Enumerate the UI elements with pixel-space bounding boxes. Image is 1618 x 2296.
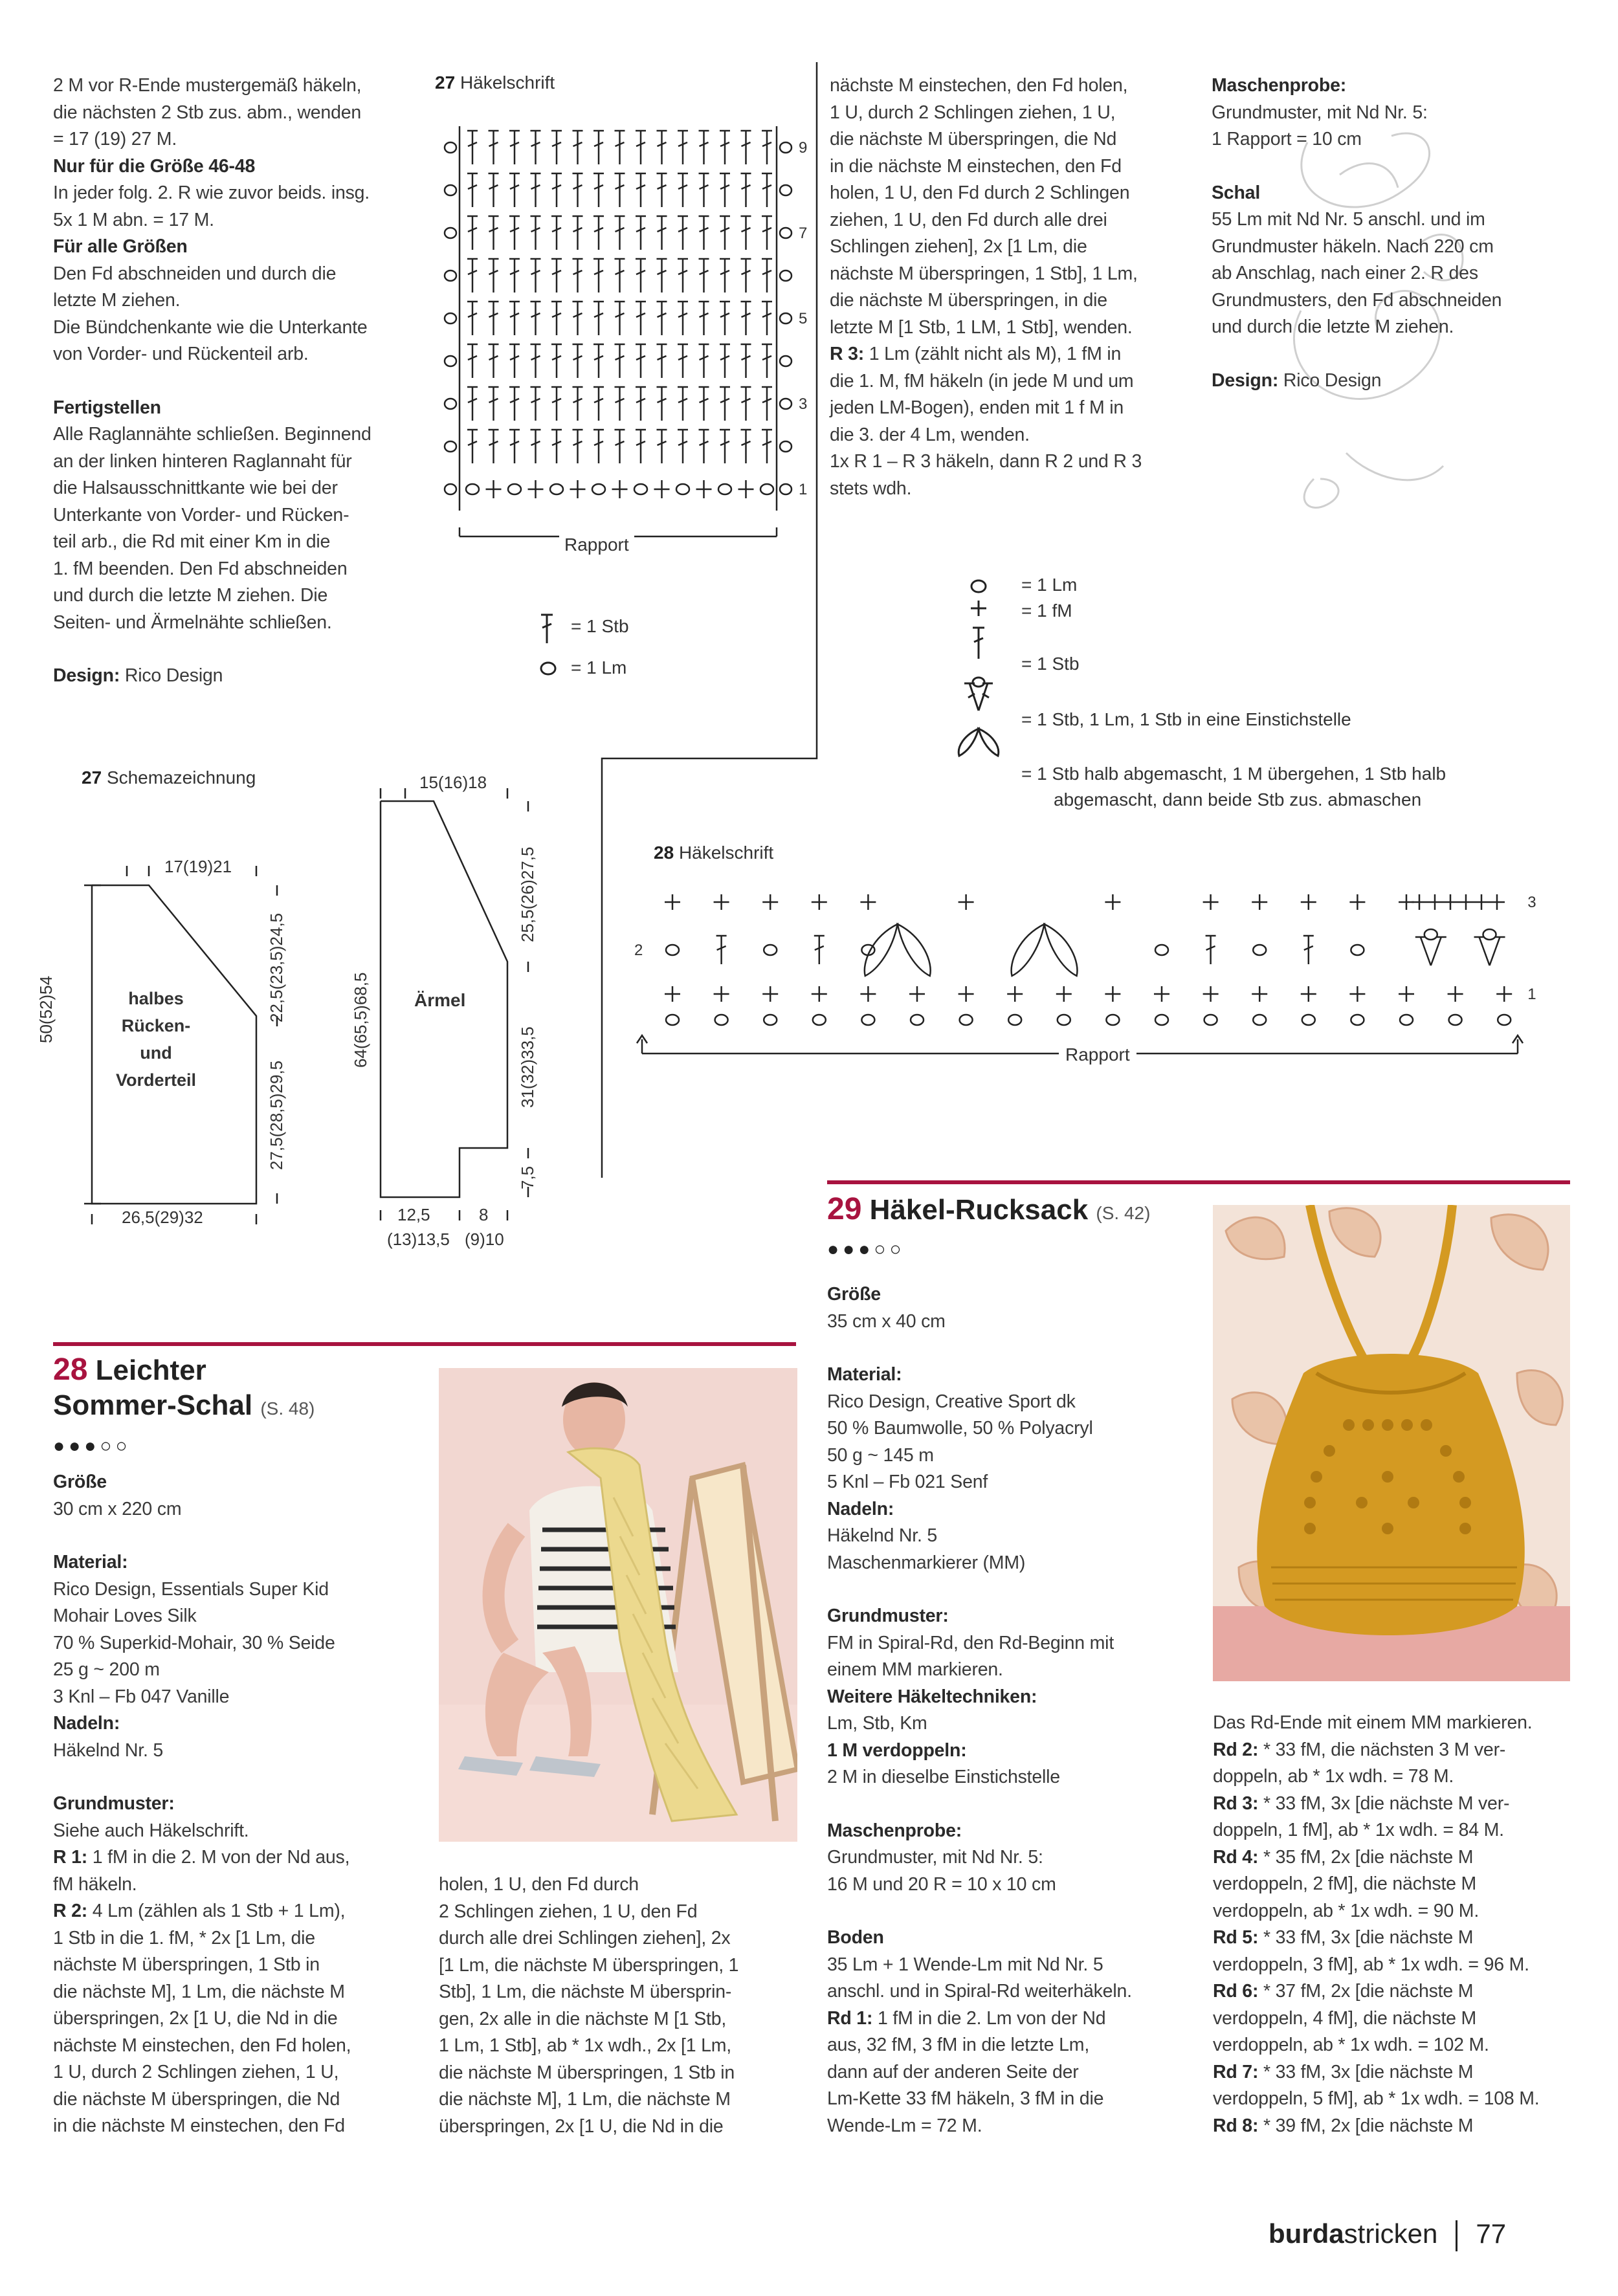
lm-symbol <box>1351 945 1364 955</box>
round-label: Rd 8: <box>1213 2115 1259 2136</box>
row-label: 9 <box>799 139 808 157</box>
section28-title <box>53 1352 441 1426</box>
text-line: von Vorder- und Rückenteil arb. <box>53 344 309 364</box>
text-line: die nächsten 2 Stb zus. abm., wenden <box>53 102 362 123</box>
chart28-title <box>654 843 773 863</box>
r3-paragraph <box>830 341 1205 368</box>
section28-title-2: Sommer-Schal <box>53 1389 253 1421</box>
schema27-number: 27 <box>82 767 102 788</box>
lm-symbol <box>1155 945 1168 955</box>
lm-symbol <box>764 945 777 955</box>
cluster-symbol <box>1045 924 1078 976</box>
lm-symbol <box>1498 1015 1511 1025</box>
text-line: und durch die letzte M ziehen. <box>1212 316 1454 337</box>
text-line: Lm-Kette 33 fM häkeln, 3 fM in die <box>827 2088 1104 2109</box>
dim-sleeve-upper: 25,5(26)27,5 <box>518 846 537 942</box>
r1-paragraph <box>53 1844 441 1871</box>
round-label: Rd 2: <box>1213 1739 1259 1760</box>
text-line: überspringen, 2x [1 U, die Nd in die <box>439 2115 724 2137</box>
text-line: verdoppeln, ab * 1x wdh. = 102 M. <box>1213 2035 1489 2055</box>
scarf-heading: Schal <box>1212 182 1261 203</box>
lm-symbol <box>911 1015 924 1025</box>
text-line: 1 fM in die 2. Lm von der Nd <box>872 2007 1106 2029</box>
double-heading: 1 M verdoppeln: <box>827 1739 967 1761</box>
rd4-paragraph <box>1213 1844 1575 1871</box>
text-line: Schlingen ziehen], 2x [1 Lm, die <box>830 236 1087 257</box>
text-line: Rico Design, Creative Sport dk <box>827 1391 1076 1412</box>
design-value: Rico Design <box>124 665 223 686</box>
text-line: Unterkante von Vorder- und Rücken- <box>53 504 349 525</box>
text-line: die nächste M überspringen, die Nd <box>830 129 1117 149</box>
chart27-rapport: Rapport <box>559 535 634 555</box>
round-label: Rd 3: <box>1213 1793 1259 1814</box>
text-line: 1 Rapport = 10 cm <box>1212 129 1362 149</box>
chart28-rapport: Rapport <box>1059 1044 1136 1065</box>
page-ref: (S. 42) <box>1096 1203 1151 1223</box>
text-line: 70 % Superkid-Mohair, 30 % Seide <box>53 1632 335 1653</box>
text-line: die nächste M überspringen, 1 Stb in <box>439 2062 735 2083</box>
row-label: 3 <box>1527 894 1536 911</box>
cluster-symbol-icon <box>959 729 999 756</box>
text-line: Seiten- und Ärmelnähte schließen. <box>53 612 332 633</box>
lm-symbol-icon <box>971 580 986 592</box>
text-line: Vorderteil <box>115 1070 197 1090</box>
rd3-paragraph <box>1213 1791 1575 1818</box>
scarf-model-photo <box>439 1368 797 1842</box>
bottom-heading: Boden <box>827 1927 884 1948</box>
text-line: in die nächste M einstechen, den Fd <box>53 2115 345 2136</box>
text-line: * 33 fM, 3x [die nächste M <box>1258 1927 1474 1948</box>
section29-title-text: Häkel-Rucksack <box>869 1194 1089 1226</box>
text-line: verdoppeln, 3 fM], ab * 1x wdh. = 96 M. <box>1213 1954 1529 1975</box>
lm-symbol <box>1204 1015 1217 1025</box>
legend28-cluster-1: = 1 Stb halb abgemascht, 1 M übergehen, 1 Stb halb <box>1021 764 1446 784</box>
text-line: 35 Lm + 1 Wende-Lm mit Nd Nr. 5 <box>827 1954 1103 1975</box>
text-line: Häkelnd Nr. 5 <box>827 1525 938 1546</box>
lm-symbol <box>1253 1015 1266 1025</box>
text-line: doppeln, ab * 1x wdh. = 78 M. <box>1213 1766 1454 1787</box>
footer-divider <box>1456 2220 1457 2251</box>
lm-symbol <box>1253 945 1266 955</box>
text-line: Alle Raglannähte schließen. Beginnend <box>53 424 371 445</box>
lm-symbol <box>960 1015 973 1025</box>
page-footer <box>1269 2218 1506 2251</box>
lm-symbol <box>1449 1015 1462 1025</box>
lm-symbol <box>764 1015 777 1025</box>
text-line: 1. fM beenden. Den Fd abschneiden <box>53 558 348 579</box>
text-line: dann auf der anderen Seite der <box>827 2061 1079 2082</box>
text-line: die nächste M überspringen, die Nd <box>53 2088 340 2110</box>
pattern-heading: Grundmuster: <box>53 1793 175 1814</box>
text-line: anschl. und in Spiral-Rd weiterhäkeln. <box>827 1981 1132 2002</box>
row-label: 1 <box>1527 986 1536 1003</box>
text-line: die 3. der 4 Lm, wenden. <box>830 424 1030 445</box>
column-c-text <box>830 72 1205 502</box>
text-line: 2 M in dieselbe Einstichstelle <box>827 1767 1060 1787</box>
text-line: verdoppeln, 4 fM], die nächste M <box>1213 2007 1477 2029</box>
text-line: 5 Knl – Fb 021 Senf <box>827 1472 988 1492</box>
text-line: * 33 fM, die nächsten 3 M ver- <box>1258 1739 1506 1760</box>
chart28-number: 28 <box>654 843 674 863</box>
text-line: 2 M vor R-Ende mustergemäß häkeln, <box>53 75 362 96</box>
chart27-title-text: Häkelschrift <box>460 72 555 93</box>
text-line: die Halsausschnittkante wie bei der <box>53 478 338 498</box>
text-line: = 17 (19) 27 M. <box>53 129 177 149</box>
r1-label: R 1: <box>53 1847 88 1868</box>
shell-symbol <box>1479 937 1490 966</box>
text-line: Stb], 1 Lm, die nächste M übersprin- <box>439 1981 732 2002</box>
text-line: 1x R 1 – R 3 häkeln, dann R 2 und R 3 <box>830 451 1142 472</box>
lm-symbol <box>1155 1015 1168 1025</box>
round-label: Rd 6: <box>1213 1981 1259 2002</box>
rd6-paragraph <box>1213 1978 1575 2005</box>
text-line: an der linken hinteren Raglannaht für <box>53 450 352 472</box>
text-line: 2 Schlingen ziehen, 1 U, den Fd <box>439 1901 698 1922</box>
techniques-heading: Weitere Häkeltechniken: <box>827 1686 1037 1707</box>
lm-symbol <box>813 1015 826 1025</box>
r3-label: R 3: <box>830 344 865 364</box>
text-line: 5x 1 M abn. = 17 M. <box>53 209 214 230</box>
lm-symbol <box>1351 1015 1364 1025</box>
text-line: nächste M überspringen, 1 Stb], 1 Lm, <box>830 263 1138 284</box>
text-line: 50 g ~ 145 m <box>827 1444 934 1466</box>
text-line: nächste M einstechen, den Fd holen, <box>53 2035 351 2056</box>
text-line: durch alle drei Schlingen ziehen], 2x <box>439 1928 731 1948</box>
dim-top-body: 17(19)21 <box>164 857 232 876</box>
dim-sleeve-cuff: 7,5 <box>518 1165 537 1189</box>
round-label: Rd 7: <box>1213 2061 1259 2082</box>
text-line: die 1. M, fM häkeln (in jede M und um <box>830 370 1134 392</box>
round-label: Rd 5: <box>1213 1927 1259 1948</box>
dim-sleeve-height: 64(65,5)68,5 <box>351 972 370 1068</box>
text-line: und <box>140 1043 172 1063</box>
lm-symbol <box>1400 1015 1413 1025</box>
r2-paragraph <box>53 1898 441 1925</box>
material-heading: Material: <box>827 1364 902 1385</box>
gauge-heading: Maschenprobe: <box>827 1820 962 1841</box>
text-line: überspringen, 2x [1 U, die Nd in die <box>53 2008 338 2029</box>
stb-symbol-icon <box>973 628 984 659</box>
chart27-number: 27 <box>435 72 456 93</box>
text-line: in die nächste M einstechen, den Fd <box>830 155 1122 177</box>
r2-label: R 2: <box>53 1901 88 1921</box>
row-label: 7 <box>799 225 808 242</box>
text-line: halbes <box>128 989 184 1008</box>
text-line: Die Bündchenkante wie die Unterkante <box>53 316 368 338</box>
section28-text <box>53 1469 441 2140</box>
schema27-title-text: Schemazeichnung <box>106 767 256 788</box>
text-line: holen, 1 U, den Fd durch 2 Schlingen <box>830 182 1130 203</box>
cluster-symbol <box>865 924 898 976</box>
shell-symbol <box>1483 929 1496 940</box>
text-line: einem MM markieren. <box>827 1659 1003 1680</box>
section28-rule <box>53 1342 796 1346</box>
text-line: 50 % Baumwolle, 50 % Polyacryl <box>827 1418 1093 1439</box>
lm-symbol <box>861 1015 874 1025</box>
shell-symbol <box>1424 929 1437 940</box>
text-line: * 39 fM, 2x [die nächste M <box>1258 2115 1474 2136</box>
text-line: * 33 fM, 3x [die nächste M ver- <box>1258 1793 1510 1814</box>
legend28-cluster-2: abgemascht, dann beide Stb zus. abmaschen <box>1054 789 1422 810</box>
text-line: 1 Lm (zählt nicht als M), 1 fM in <box>864 344 1122 364</box>
text-line: 1 Stb in die 1. fM, * 2x [1 Lm, die <box>53 1927 315 1948</box>
row-label: 1 <box>799 481 808 498</box>
text-line: FM in Spiral-Rd, den Rd-Beginn mit <box>827 1632 1114 1653</box>
chart28-title-text: Häkelschrift <box>678 843 774 863</box>
text-line: doppeln, 1 fM], ab * 1x wdh. = 84 M. <box>1213 1820 1504 1840</box>
rd7-paragraph <box>1213 2059 1575 2086</box>
row-label: 5 <box>799 310 808 327</box>
dim-body-right-lower: 27,5(28,5)29,5 <box>267 1060 286 1170</box>
material-heading: Material: <box>53 1552 128 1573</box>
dim-sleeve-bottom-a: 12,5 <box>397 1205 430 1224</box>
text-line: Rücken- <box>121 1016 191 1035</box>
text-line: verdoppeln, 2 fM], die nächste M <box>1213 1873 1477 1894</box>
text-line: Grundmuster häkeln. Nach 220 cm <box>1212 236 1494 257</box>
legend27-lm: = 1 Lm <box>571 657 627 678</box>
all-sizes-heading: Für alle Größen <box>53 236 188 257</box>
legend28-stb: = 1 Stb <box>1021 654 1080 674</box>
page-number: 77 <box>1476 2218 1507 2249</box>
text-line: 16 M und 20 R = 10 x 10 cm <box>827 1873 1056 1895</box>
text-line: holen, 1 U, den Fd durch <box>439 1874 639 1895</box>
finish-heading: Fertigstellen <box>53 397 161 418</box>
brand-name-light: stricken <box>1344 2218 1438 2249</box>
text-line: fM häkeln. <box>53 1873 137 1895</box>
text-line: Mohair Loves Silk <box>53 1606 197 1626</box>
backpack-photo <box>1213 1205 1570 1681</box>
row-label: 2 <box>634 942 643 959</box>
gauge-heading: Maschenprobe: <box>1212 75 1347 96</box>
size-heading: Größe <box>53 1472 107 1492</box>
dim-sleeve-bottom-b2: (9)10 <box>465 1230 504 1249</box>
cluster-symbol <box>1012 924 1045 976</box>
text-line: 55 Lm mit Nd Nr. 5 anschl. und im <box>1212 209 1485 230</box>
text-line: [1 Lm, die nächste M überspringen, 1 <box>439 1954 739 1976</box>
text-line: nächste M überspringen, 1 Stb in <box>53 1954 320 1975</box>
column-b2-text <box>439 1871 801 2140</box>
shell-symbol <box>1421 937 1431 966</box>
text-line: Grundmusters, den Fd abschneiden <box>1212 289 1502 311</box>
text-line: die nächste M], 1 Lm, die nächste M <box>53 1981 345 2002</box>
fm-symbol-icon <box>971 601 986 616</box>
lm-symbol <box>1058 1015 1070 1025</box>
text-line: Rico Design, Essentials Super Kid <box>53 1578 329 1600</box>
needles-value: Häkelnd Nr. 5 <box>53 1739 164 1761</box>
legend27-stb: = 1 Stb <box>571 616 629 636</box>
rd1-label: Rd 1: <box>827 2007 873 2029</box>
text-line: nächste M einstechen, den Fd holen, <box>830 75 1128 96</box>
rd2-paragraph <box>1213 1737 1575 1764</box>
text-line: die nächste M überspringen, in die <box>830 290 1107 311</box>
design-value: Rico Design <box>1283 370 1382 391</box>
section29-rule <box>827 1180 1570 1184</box>
design-label: Design: <box>1212 370 1279 391</box>
cluster-symbol <box>898 924 931 976</box>
legend28-symbols <box>945 573 1023 813</box>
text-line: 4 Lm (zählen als 1 Stb + 1 Lm), <box>87 1901 346 1921</box>
text-line: Grundmuster, mit Nd Nr. 5: <box>1212 102 1428 123</box>
dim-sleeve-mid: 31(32)33,5 <box>518 1026 537 1108</box>
text-line: * 33 fM, 3x [die nächste M <box>1258 2061 1474 2082</box>
text-line: Lm, Stb, Km <box>827 1713 927 1734</box>
size-heading: Größe <box>827 1284 881 1305</box>
design-label: Design: <box>53 665 120 686</box>
column-d2-text <box>1213 1710 1575 2139</box>
dim-body-height: 50(52)54 <box>36 975 56 1043</box>
text-line: Wende-Lm = 72 M. <box>827 2115 982 2136</box>
text-line: aus, 32 fM, 3 fM in die letzte Lm, <box>827 2035 1090 2055</box>
text-line: Das Rd-Ende mit einem MM markieren. <box>1213 1712 1533 1733</box>
shell-symbol <box>1490 937 1500 966</box>
text-line: 1 Lm, 1 Stb], ab * 1x wdh., 2x [1 Lm, <box>439 2035 731 2056</box>
dim-sleeve-bottom-a2: (13)13,5 <box>387 1230 450 1249</box>
text-line: die nächste M], 1 Lm, die nächste M <box>439 2089 731 2110</box>
dim-body-right-upper: 22,5(23,5)24,5 <box>267 912 286 1022</box>
legend28-shell: = 1 Stb, 1 Lm, 1 Stb in eine Einstichstelle <box>1021 709 1351 729</box>
section29-title <box>827 1192 1228 1231</box>
text-line: 3 Knl – Fb 047 Vanille <box>53 1686 230 1707</box>
difficulty-rating: ●●●○○ <box>53 1435 131 1457</box>
text-line: ziehen, 1 U, den Fd durch alle drei <box>830 209 1107 230</box>
size-heading: Nur für die Größe 46-48 <box>53 155 256 177</box>
dim-sleeve-top: 15(16)18 <box>419 773 487 792</box>
text-line: letzte M [1 Stb, 1 LM, 1 Stb], wenden. <box>830 316 1133 338</box>
rd1-paragraph <box>827 2005 1202 2033</box>
section29-text <box>827 1281 1202 2139</box>
text-line: Grundmuster, mit Nd Nr. 5: <box>827 1847 1043 1868</box>
text-line: Siehe auch Häkelschrift. <box>53 1820 249 1841</box>
needles-heading: Nadeln: <box>827 1498 894 1519</box>
text-line: 1 U, durch 2 Schlingen ziehen, 1 U, <box>830 102 1116 123</box>
text-line: gen, 2x alle in die nächste M [1 Stb, <box>439 2008 727 2029</box>
lm-symbol <box>715 1015 728 1025</box>
lm-symbol <box>1106 1015 1119 1025</box>
text-line: ab Anschlag, nach einer 2. R des <box>1212 263 1478 283</box>
row-label: 3 <box>799 395 808 413</box>
text-line: Den Fd abschneiden und durch die <box>53 263 337 284</box>
section29-number: 29 <box>827 1192 862 1226</box>
text-line: und durch die letzte M ziehen. Die <box>53 585 328 606</box>
legend28-lm: = 1 Lm <box>1021 575 1078 595</box>
lm-symbol <box>1008 1015 1021 1025</box>
text-line: 1 fM in die 2. M von der Nd aus, <box>87 1847 350 1868</box>
page-ref: (S. 48) <box>260 1398 315 1418</box>
text-line: 1 U, durch 2 Schlingen ziehen, 1 U, <box>53 2062 339 2082</box>
round-label: Rd 4: <box>1213 1846 1259 1868</box>
brand-name-bold: burda <box>1269 2218 1344 2249</box>
lm-symbol <box>666 945 679 955</box>
difficulty-rating: ●●●○○ <box>827 1239 905 1260</box>
column-d-text <box>1212 72 1574 394</box>
body-label <box>110 985 202 1094</box>
shell-symbol-icon <box>964 678 993 711</box>
text-line: In jeder folg. 2. R wie zuvor beids. insg. <box>53 182 370 203</box>
text-line: * 35 fM, 2x [die nächste M <box>1258 1846 1474 1868</box>
rd8-paragraph <box>1213 2113 1575 2140</box>
text-line: letzte M ziehen. <box>53 290 181 311</box>
text-line: Maschenmarkierer (MM) <box>827 1552 1026 1573</box>
design-credit <box>1212 368 1574 395</box>
text-line: teil arb., die Rd mit einer Km in die <box>53 531 331 552</box>
shell-symbol <box>1431 937 1441 966</box>
dim-sleeve-bottom-b: 8 <box>479 1205 489 1224</box>
text-line: stets wdh. <box>830 478 912 499</box>
lm-symbol <box>1302 1015 1315 1025</box>
section28-number: 28 <box>53 1352 88 1387</box>
text-line: jeden LM-Bogen), enden mit 1 f M in <box>830 397 1124 418</box>
needles-heading: Nadeln: <box>53 1713 120 1734</box>
size-value: 35 cm x 40 cm <box>827 1310 946 1332</box>
section28-title-1: Leichter <box>95 1354 206 1386</box>
text-line: * 37 fM, 2x [die nächste M <box>1258 1981 1474 2002</box>
dim-body-bottom: 26,5(29)32 <box>122 1208 203 1227</box>
size-value: 30 cm x 220 cm <box>53 1498 182 1519</box>
pattern-heading: Grundmuster: <box>827 1606 949 1626</box>
text-line: 25 g ~ 200 m <box>53 1659 160 1680</box>
legend28-fm: = 1 fM <box>1021 601 1072 621</box>
text-line: verdoppeln, ab * 1x wdh. = 90 M. <box>1213 1900 1479 1921</box>
lm-symbol <box>666 1015 679 1025</box>
sleeve-label: Ärmel <box>414 990 466 1010</box>
rd5-paragraph <box>1213 1925 1575 1952</box>
text-line: verdoppeln, 5 fM], ab * 1x wdh. = 108 M. <box>1213 2088 1540 2109</box>
